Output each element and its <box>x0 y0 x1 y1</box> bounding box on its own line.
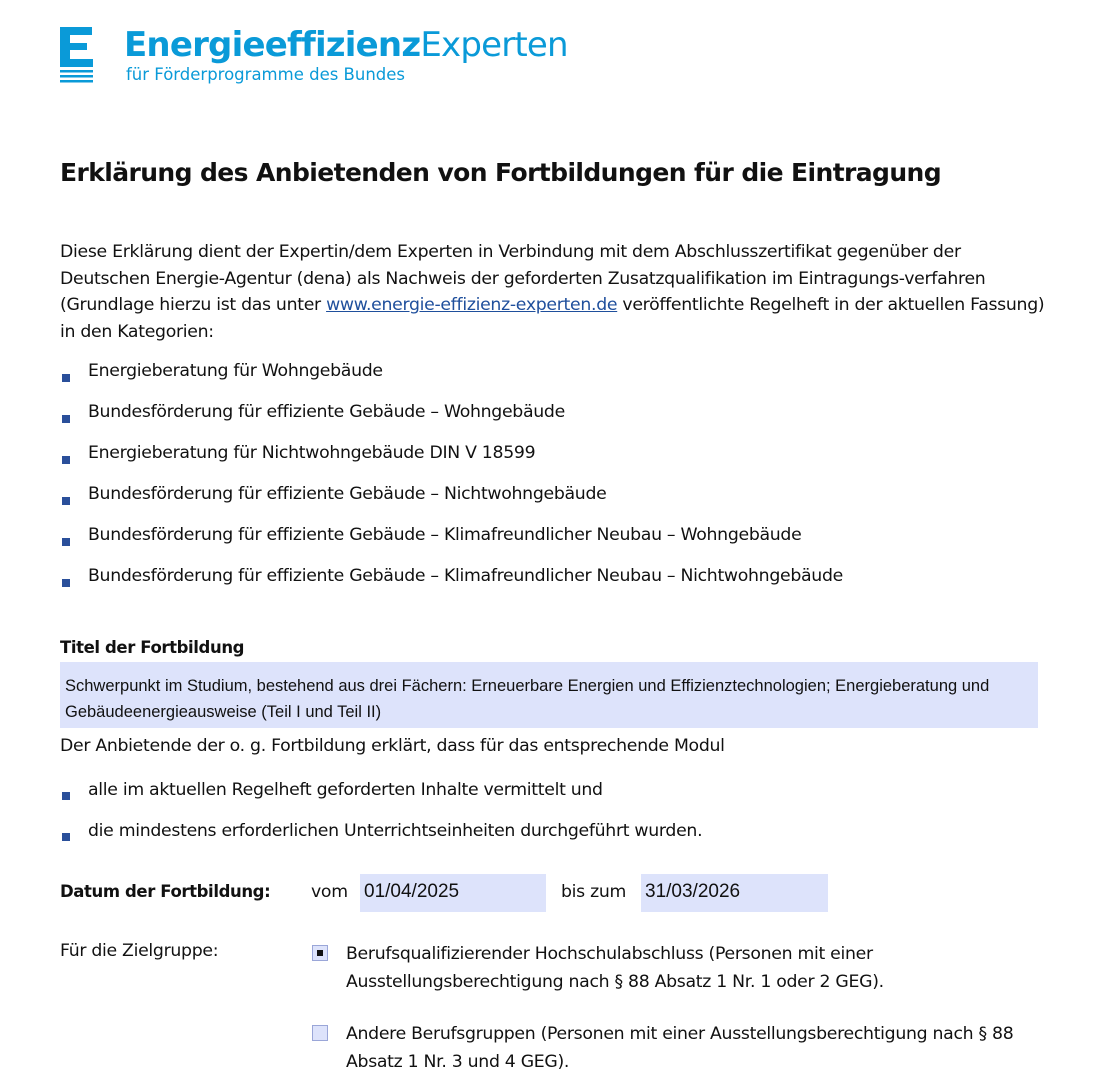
checkbox-unchecked[interactable] <box>312 1025 328 1041</box>
square-bullet-icon <box>62 415 70 423</box>
date-to-label: bis zum <box>561 882 627 902</box>
brand-name-bold: Energieeffizienz <box>124 25 421 65</box>
declaration-item <box>60 817 702 858</box>
course-title-field[interactable]: Schwerpunkt im Studium, bestehend aus drei Fächern: Erneuerbare Energien und Effizienztechnologien; Energieberatung und Gebäudeenergieausweise (Teil I und Teil II) <box>60 662 1038 728</box>
category-item <box>60 358 843 399</box>
category-item <box>60 481 843 522</box>
intro-text-start: Diese Erklärung dient der Expertin/dem Experten in Verbindung mit dem Abschlusszertifikat gegenüber der Deutschen Energie-Agentur (dena) als Nachweis der geforderten Zusatzqualifikation im Eintragungs-verfahren (Grundlage hierzu ist das unter <box>60 242 986 315</box>
category-item <box>60 563 843 604</box>
category-label: Energieberatung für Nichtwohngebäude DIN V 18599 <box>88 443 536 463</box>
date-from-field[interactable]: 01/04/2025 <box>360 874 546 912</box>
date-label: Datum der Fortbildung: <box>60 882 271 901</box>
brand-name <box>124 25 568 65</box>
square-bullet-icon <box>62 579 70 587</box>
e-stripes-logo-icon <box>60 27 94 83</box>
category-list <box>60 358 843 604</box>
category-label: Energieberatung für Wohngebäude <box>88 361 383 381</box>
option-label: Andere Berufsgruppen (Personen mit einer Ausstellungsberechtigung nach § 88 Absatz 1 Nr. 3 und 4 GEG). <box>346 1024 1014 1072</box>
target-group-label: Für die Zielgruppe: <box>60 941 219 961</box>
category-label: Bundesförderung für effiziente Gebäude – Klimafreundlicher Neubau – Nichtwohngebäude <box>88 566 843 586</box>
square-bullet-icon <box>62 497 70 505</box>
declaration-item <box>60 776 702 817</box>
date-to-field[interactable]: 31/03/2026 <box>641 874 828 912</box>
declaration-item-label: alle im aktuellen Regelheft geforderten Inhalte vermittelt und <box>88 780 603 800</box>
square-bullet-icon <box>62 456 70 464</box>
square-bullet-icon <box>62 792 70 800</box>
intro-paragraph <box>60 239 1050 345</box>
category-item <box>60 522 843 563</box>
date-from-label: vom <box>311 882 348 902</box>
square-bullet-icon <box>62 374 70 382</box>
course-title-label: Titel der Fortbildung <box>60 638 245 657</box>
declaration-item-label: die mindestens erforderlichen Unterrichtseinheiten durchgeführt wurden. <box>88 821 703 841</box>
declaration-list <box>60 776 702 858</box>
category-item <box>60 440 843 481</box>
intro-text-end: veröffentlichte Regelheft in der aktuellen Fassung) in den Kategorien: <box>60 295 1045 342</box>
category-item <box>60 399 843 440</box>
category-label: Bundesförderung für effiziente Gebäude – Nichtwohngebäude <box>88 484 607 504</box>
declaration-intro: Der Anbietende der o. g. Fortbildung erklärt, dass für das entsprechende Modul <box>60 736 725 756</box>
category-label: Bundesförderung für effiziente Gebäude – Wohngebäude <box>88 402 565 422</box>
square-bullet-icon <box>62 538 70 546</box>
checkbox-checked[interactable] <box>312 945 328 961</box>
category-label: Bundesförderung für effiziente Gebäude – Klimafreundlicher Neubau – Wohngebäude <box>88 525 802 545</box>
brand-name-regular: Experten <box>420 25 568 65</box>
square-bullet-icon <box>62 833 70 841</box>
page-title: Erklärung des Anbietenden von Fortbildungen für die Eintragung <box>60 158 942 187</box>
website-link[interactable]: www.energie-effizienz-experten.de <box>326 295 618 315</box>
option-label: Berufsqualifizierender Hochschulabschluss (Personen mit einer Ausstellungsberechtigung nach § 88 Absatz 1 Nr. 1 oder 2 GEG). <box>346 944 884 992</box>
brand-tagline: für Förderprogramme des Bundes <box>126 65 406 84</box>
